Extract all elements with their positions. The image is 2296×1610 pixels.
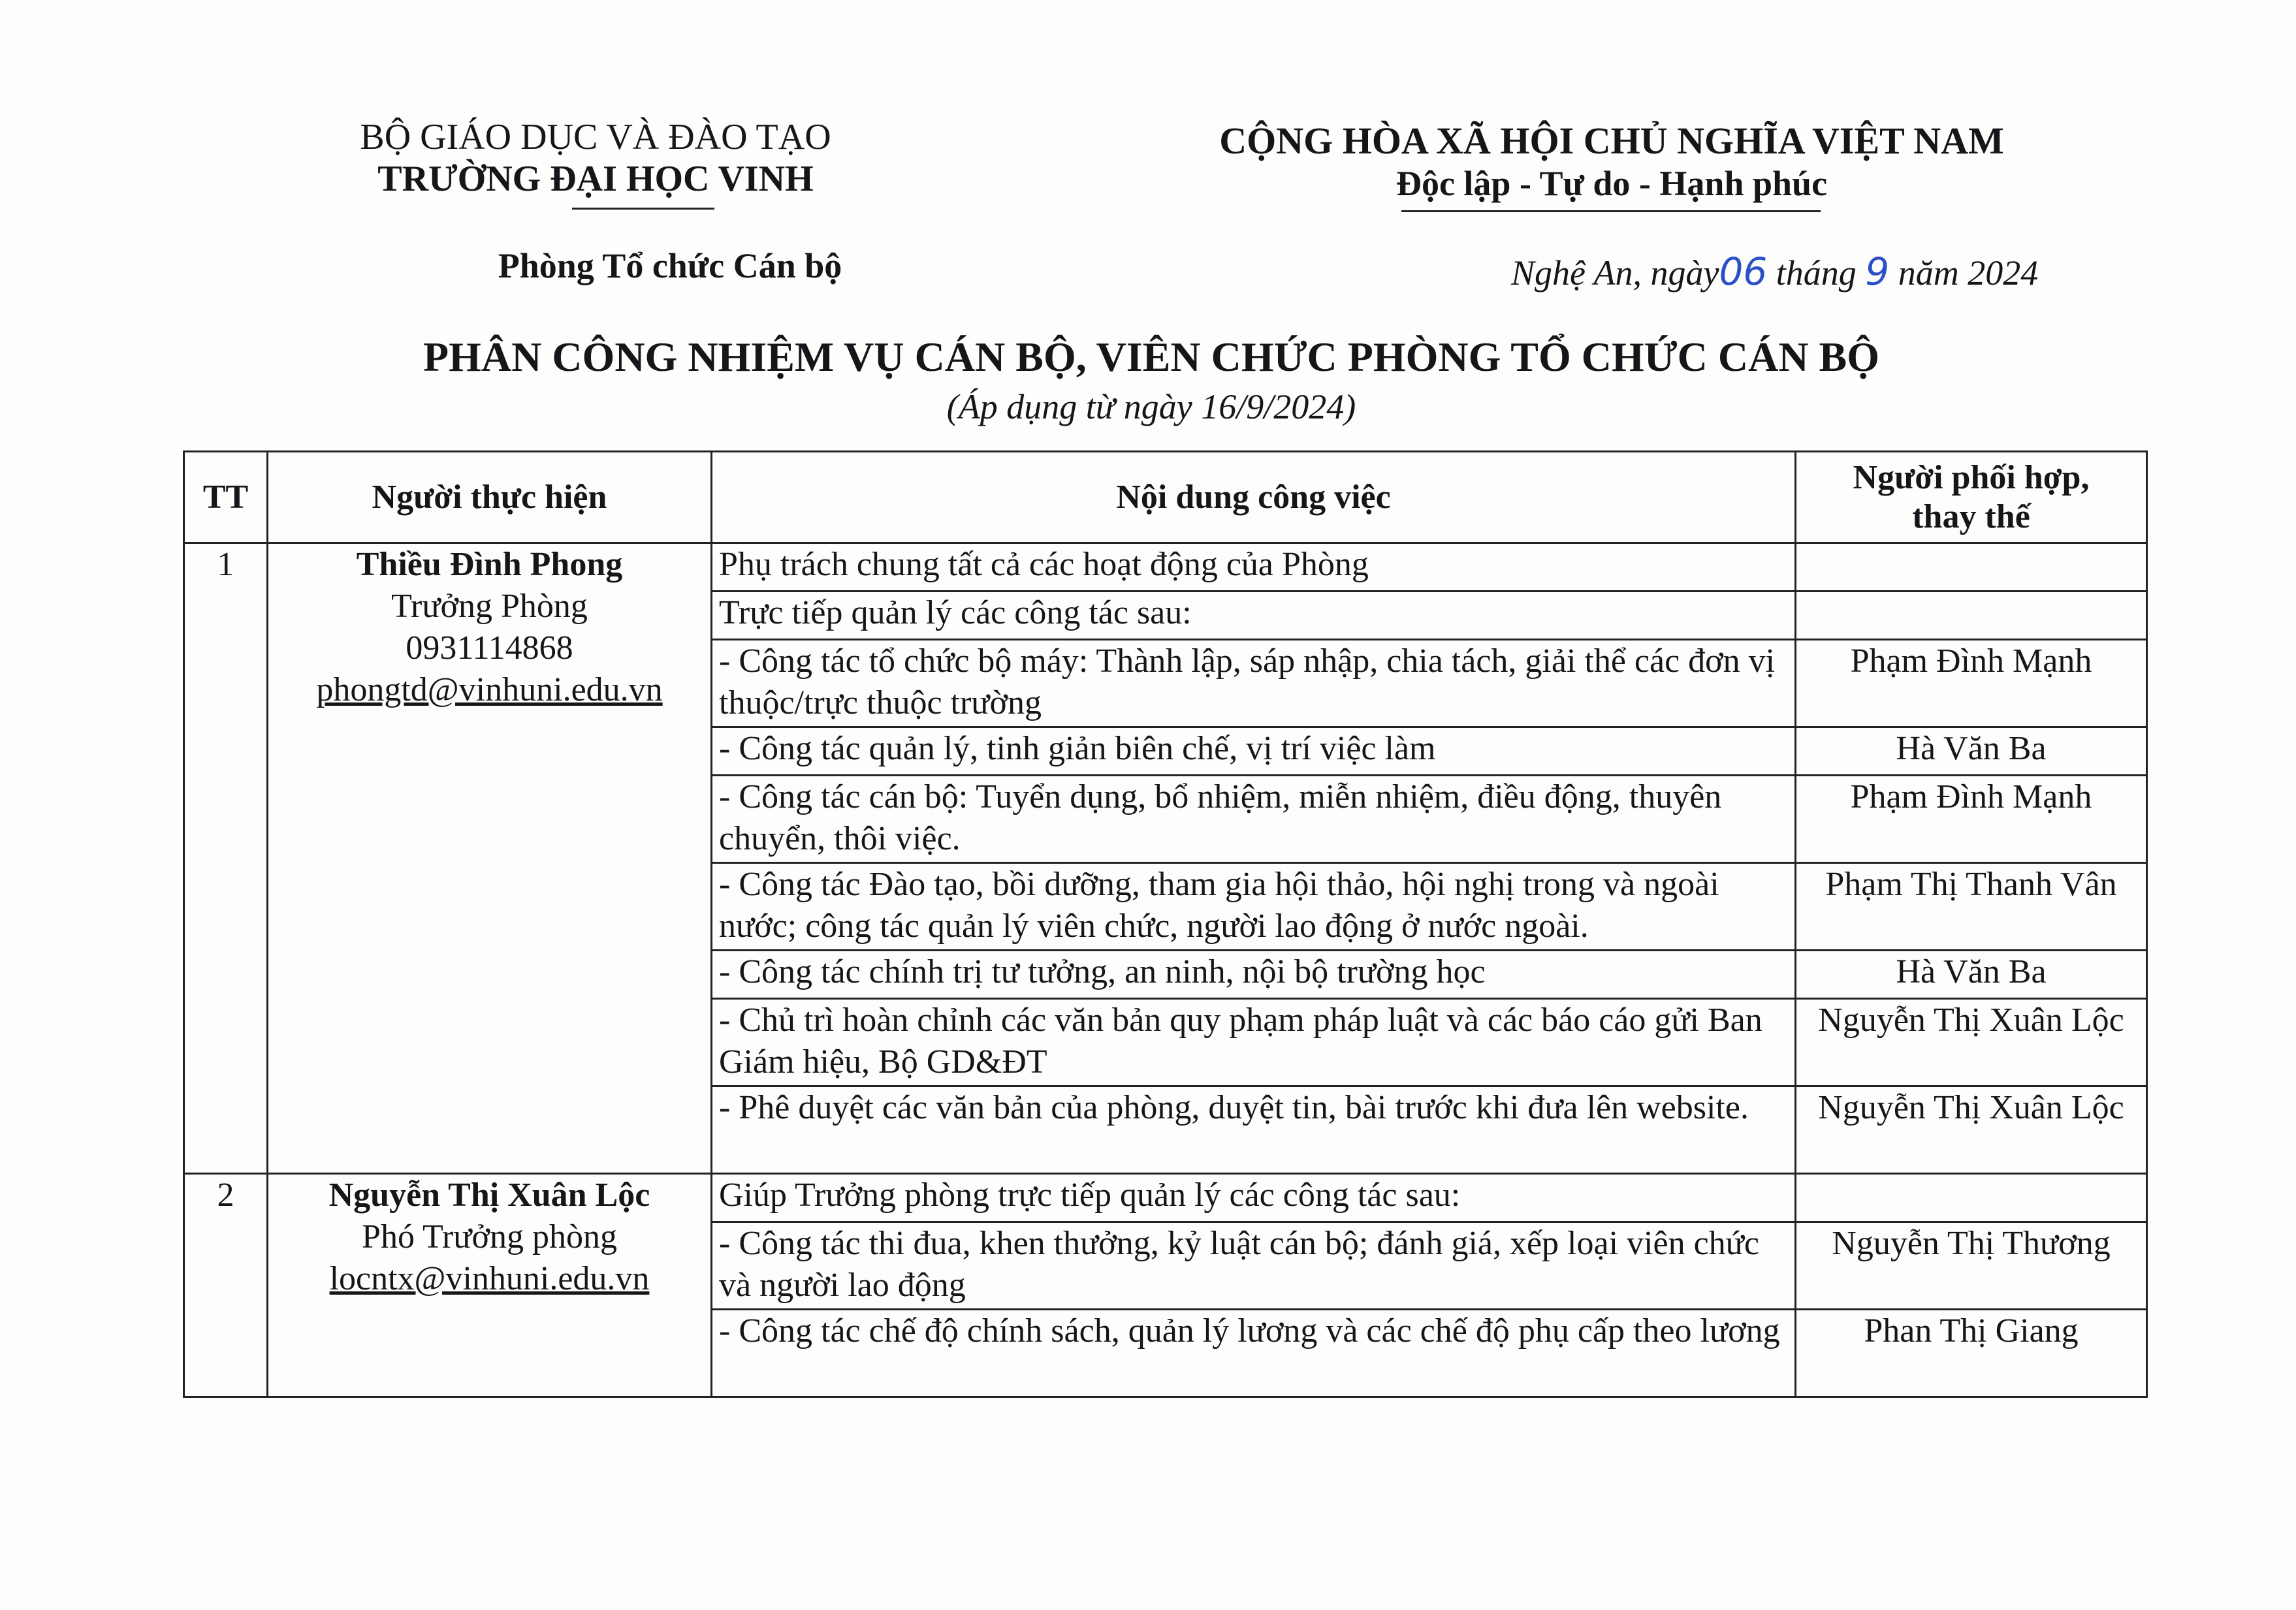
- coop-cell: Nguyễn Thị Xuân Lộc: [1796, 999, 2147, 1086]
- row-number: 1: [184, 543, 268, 1174]
- row-number: 2: [184, 1174, 268, 1397]
- task-cell: - Công tác chế độ chính sách, quản lý lương và các chế độ phụ cấp theo lương: [712, 1310, 1796, 1397]
- coop-cell: Nguyễn Thị Xuân Lộc: [1796, 1086, 2147, 1174]
- task-cell: - Công tác chính trị tư tưởng, an ninh, nội bộ trường học: [712, 951, 1796, 999]
- coop-cell: Hà Văn Ba: [1796, 727, 2147, 776]
- header-tt: TT: [184, 452, 268, 543]
- person-role: Phó Trưởng phòng: [362, 1218, 617, 1255]
- ministry-name: BỘ GIÁO DỤC VÀ ĐÀO TẠO: [360, 117, 831, 157]
- university-name: TRƯỜNG ĐẠI HỌC VINH: [377, 159, 814, 199]
- date-month-handwritten: 9: [1865, 249, 1890, 294]
- coop-cell: Phạm Đình Mạnh: [1796, 640, 2147, 727]
- task-cell: Phụ trách chung tất cả các hoạt động của Phòng: [712, 543, 1796, 592]
- coop-cell: [1796, 543, 2147, 592]
- header-person: Người thực hiện: [268, 452, 712, 543]
- date-day-handwritten: 06: [1719, 249, 1768, 294]
- coop-cell: Phạm Thị Thanh Vân: [1796, 863, 2147, 951]
- motto-underline: [1401, 210, 1821, 212]
- country-name: CỘNG HÒA XÃ HỘI CHỦ NGHĨA VIỆT NAM: [1219, 119, 2004, 162]
- document-subtitle: (Áp dụng từ ngày 16/9/2024): [946, 387, 1356, 426]
- person-name: Nguyễn Thị Xuân Lộc: [328, 1176, 650, 1214]
- header-coop: [1796, 452, 2147, 543]
- person-cell: [268, 1174, 712, 1397]
- table-row: [184, 1174, 2147, 1222]
- table-row: [184, 543, 2147, 592]
- task-cell: - Công tác tổ chức bộ máy: Thành lập, sáp nhập, chia tách, giải thể các đơn vị thuộc/trực thuộc trường: [712, 640, 1796, 727]
- document-title: PHÂN CÔNG NHIỆM VỤ CÁN BỘ, VIÊN CHỨC PHÒNG TỔ CHỨC CÁN BỘ: [423, 334, 1879, 380]
- coop-cell: Nguyễn Thị Thương: [1796, 1222, 2147, 1310]
- person-phone: 0931114868: [406, 629, 573, 667]
- motto: Độc lập - Tự do - Hạnh phúc: [1395, 164, 1828, 203]
- task-cell: - Công tác thi đua, khen thưởng, kỷ luật cán bộ; đánh giá, xếp loại viên chức và người lao động: [712, 1222, 1796, 1310]
- task-cell: Trực tiếp quản lý các công tác sau:: [712, 592, 1796, 640]
- coop-cell: Phạm Đình Mạnh: [1796, 776, 2147, 863]
- task-cell: - Phê duyệt các văn bản của phòng, duyệt tin, bài trước khi đưa lên website.: [712, 1086, 1796, 1174]
- header-coop-line1: Người phối hợp,: [1853, 458, 2090, 496]
- person-email: locntx@vinhuni.edu.vn: [329, 1260, 650, 1297]
- task-cell: - Công tác cán bộ: Tuyển dụng, bổ nhiệm, miễn nhiệm, điều động, thuyên chuyển, thôi việc.: [712, 776, 1796, 863]
- task-cell: - Công tác Đào tạo, bồi dưỡng, tham gia hội thảo, hội nghị trong và ngoài nước; công tác quản lý viên chức, người lao động ở nước ngoài.: [712, 863, 1796, 951]
- person-email: phongtd@vinhuni.edu.vn: [316, 671, 663, 708]
- person-role: Trưởng Phòng: [391, 588, 588, 625]
- table-header-row: [184, 452, 2147, 543]
- department-name: Phòng Tổ chức Cán bộ: [498, 246, 842, 285]
- assignment-table: [183, 450, 2148, 1398]
- person-name: Thiều Đình Phong: [356, 546, 623, 583]
- date-line: [1511, 249, 2038, 294]
- date-prefix: Nghệ An, ngày: [1511, 253, 1719, 292]
- coop-cell: Phan Thị Giang: [1796, 1310, 2147, 1397]
- date-year: năm 2024: [1898, 253, 2039, 292]
- coop-cell: Hà Văn Ba: [1796, 951, 2147, 999]
- date-month-word: tháng: [1776, 253, 1857, 292]
- coop-cell: [1796, 592, 2147, 640]
- task-cell: - Công tác quản lý, tinh giản biên chế, vị trí việc làm: [712, 727, 1796, 776]
- task-cell: Giúp Trưởng phòng trực tiếp quản lý các công tác sau:: [712, 1174, 1796, 1222]
- task-cell: - Chủ trì hoàn chỉnh các văn bản quy phạm pháp luật và các báo cáo gửi Ban Giám hiệu, Bộ GD&ĐT: [712, 999, 1796, 1086]
- university-underline: [572, 208, 714, 210]
- person-cell: [268, 543, 712, 1174]
- header-task: Nội dung công việc: [712, 452, 1796, 543]
- header-coop-line2: thay thế: [1912, 497, 2030, 535]
- coop-cell: [1796, 1174, 2147, 1222]
